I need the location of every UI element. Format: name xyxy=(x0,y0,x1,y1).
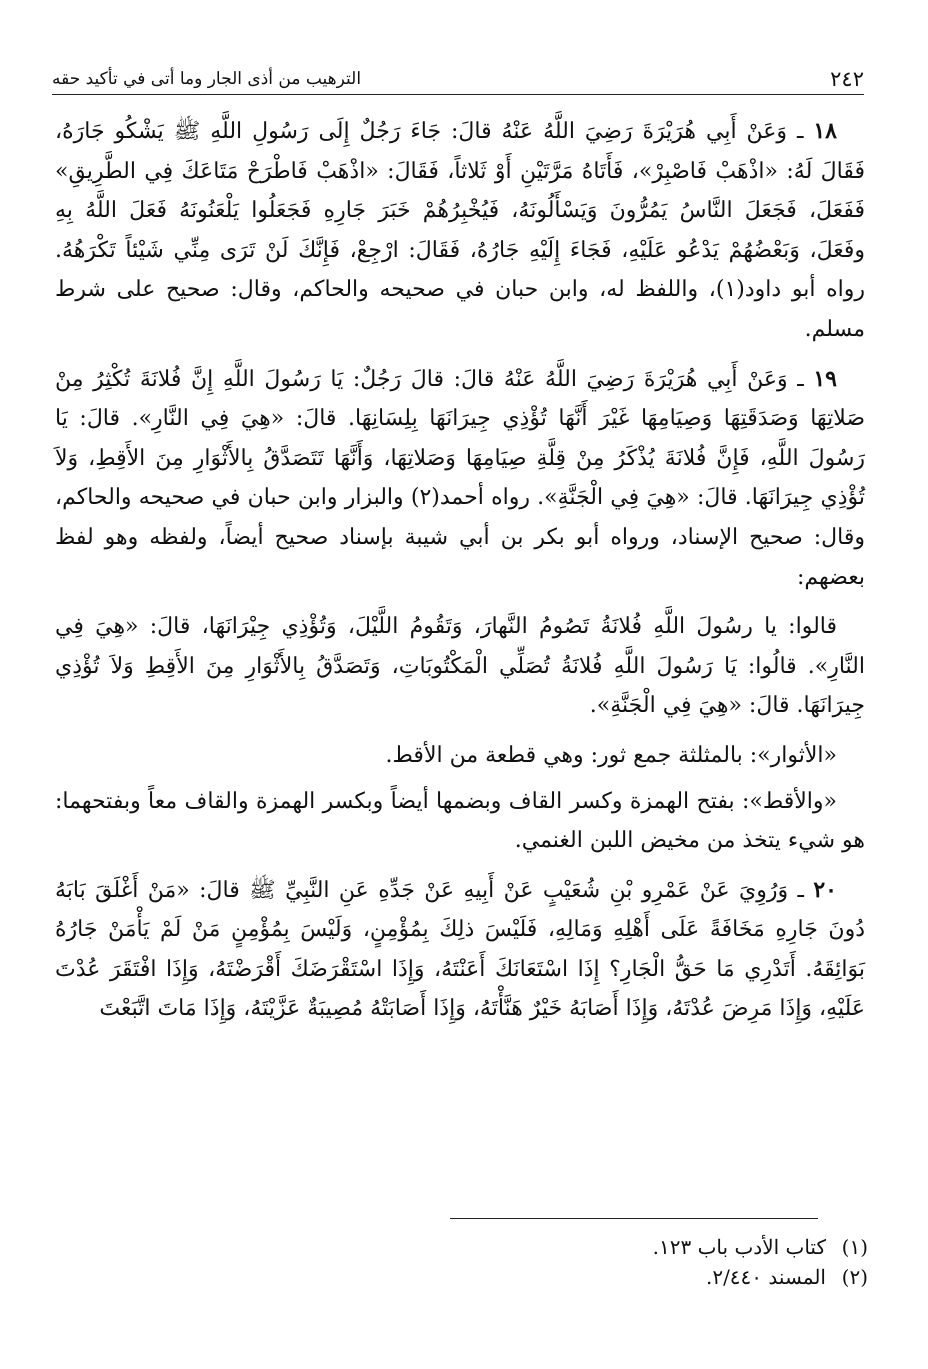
hadith-20 xyxy=(55,871,865,1029)
hadith-text: ـ وَعَنْ أَبِي هُرَيْرَةَ رَضِيَ اللَّهُ عَنْهُ قالَ: جَاءَ رَجُلٌ إِلَى رَسُولِ اللَّهِ ﷺ يَشْكُو جَارَهُ، فَقَالَ لَهُ: «اذْهَبْ فَاصْبِرْ»، فَأَتَاهُ مَرَّتَيْنِ أَوْ ثَلاثاً، فَقَالَ: «اذْهَبْ فَاطْرَحْ مَتَاعَكَ فِي الطَّرِيقِ» فَفَعَلَ، فَجَعَلَ النَّاسُ يَمُرُّونَ وَيَسْأَلُونَهُ، فَيُخْبِرُهُمْ خَبَرَ جَارِهِ فَجَعَلُوا يَلْعَنُونَهُ فَعَلَ اللَّهُ بِهِ وفَعَلَ، وَبَعْضُهُمْ يَدْعُو عَلَيْهِ، فَجَاءَ إِلَيْهِ جَارُهُ، فَقَالَ: ارْجِعْ، فَإِنَّكَ لَنْ تَرَى مِنِّي شَيْئاً تَكْرَهُهُ. رواه أبو داود(١)، واللفظ له، وابن حبان في صحيحه والحاكم، وقال: صحيح على شرط مسلم. xyxy=(55,119,866,342)
gloss-athwar xyxy=(55,736,865,776)
hadith-number: ١٨ xyxy=(813,118,837,144)
footnote-text: المسند ٢/٤٤٠. xyxy=(705,1265,826,1289)
hadith-18 xyxy=(55,112,865,350)
footnote-rule xyxy=(450,1218,818,1219)
header-rule xyxy=(52,94,864,95)
hadith-19-variant xyxy=(55,607,865,726)
footnote-text: كتاب الأدب باب ١٢٣. xyxy=(652,1235,826,1259)
paragraph-text: قالوا: يا رسُولَ اللَّهِ فُلانَةُ تَصُومُ النَّهارَ، وَتَقُومُ اللَّيْلَ، وَتُؤْذِي جِيْرَانَهَا، قالَ: «هِيَ فِي النَّارِ». قالُوا: يَا رَسُولَ اللَّهِ فُلانَةُ تُصَلِّي الْمَكْتُوبَاتِ، وَتَصَدَّقُ بِالأَثْوَارِ مِنَ الأَقِطِ وَلاَ تُؤْذِي جِيرَانَهَا. قالَ: «هِيَ فِي الْجَنَّةِ». xyxy=(55,614,865,719)
hadith-number: ١٩ xyxy=(813,365,837,392)
footnote-2 xyxy=(448,1262,868,1292)
hadith-number: ٢٠ xyxy=(813,876,837,903)
paragraph-text: «الأثوار»: بالمثلثة جمع ثور: وهي قطعة من الأقط. xyxy=(385,742,837,768)
gloss-aqit xyxy=(55,782,865,861)
page-number: ٢٤٢ xyxy=(830,67,864,91)
page-body xyxy=(55,112,865,1039)
running-header xyxy=(52,64,864,94)
hadith-19 xyxy=(55,360,865,598)
hadith-text: ـ وَعَنْ أَبِي هُرَيْرَةَ رَضِيَ اللَّهُ عَنْهُ قالَ: قالَ رَجُلٌ: يَا رَسُولَ اللَّهِ إِنَّ فُلانَةَ تُكْثِرُ مِنْ صَلاتِهَا وَصَدَقَتِهَا وَصِيَامِهَا غَيْرَ أَنَّهَا تُؤْذِي جِيرَانَهَا بِلِسَانِهَا. قالَ: «هِيَ فِي النَّارِ». قالَ: يَا رَسُولَ اللَّهِ، فَإِنَّ فُلانَةَ يُذْكَرُ مِنْ قِلَّةِ صِيَامِهَا وَصَلاتِهَا، وَأَنَّهَا تَتَصَدَّقُ بِالأَثْوَارِ مِنَ الأَقِطِ، وَلاَ تُؤْذِي جِيرَانَهَا. قالَ: «هِيَ فِي الْجَنَّةِ». رواه أحمد(٢) والبزار وابن حبان في صحيحه والحاكم، وقال: صحيح الإسناد، ورواه أبو بكر بن أبي شيبة بإسناد صحيح أيضاً، ولفظه وهو لفظ بعضهم: xyxy=(55,366,865,590)
footnote-mark: (١) xyxy=(841,1235,868,1259)
footnote-mark: (٢) xyxy=(841,1265,868,1289)
footnote-1 xyxy=(448,1232,868,1262)
paragraph-text: «والأقط»: بفتح الهمزة وكسر القاف وبضمها أيضاً وبكسر الهمزة والقاف معاً وبفتحهما: هو شيء يتخذ من مخيض اللبن الغنمي. xyxy=(55,788,865,854)
footnotes xyxy=(448,1232,868,1292)
running-title: الترهيب من أذى الجار وما أتى في تأكيد حقه xyxy=(52,69,362,89)
hadith-text: ـ وَرُوِيَ عَنْ عَمْرِو بْنِ شُعَيْبٍ عَنْ أَبِيهِ عَنْ جَدِّهِ عَنِ النَّبِيِّ ﷺ قالَ: «مَنْ أَغْلَقَ بَابَهُ دُونَ جَارِهِ مَخَافَةً عَلَى أَهْلِهِ وَمَالِهِ، فَلَيْسَ ذلِكَ بِمُؤْمِنٍ، وَلَيْسَ بِمُؤْمِنٍ مَنْ لَمْ يَأْمَنْ جَارُهُ بَوَائِقَهُ. أَتَدْرِي مَا حَقُّ الْجَارِ؟ إِذَا اسْتَعَانَكَ أَعَنْتَهُ، وَإِذَا اسْتَقْرَضَكَ أَقْرَضْتَهُ، وَإِذَا افْتَقَرَ عُدْتَ عَلَيْهِ، وَإِذَا مَرِضَ عُدْتَهُ، وَإِذَا أَصَابَهُ خَيْرٌ هَنَّأْتَهُ، وَإِذَا أَصَابَتْهُ مُصِيبَةٌ عَزَّيْتَهُ، وَإِذَا مَاتَ اتَّبَعْتَ xyxy=(55,877,865,1022)
